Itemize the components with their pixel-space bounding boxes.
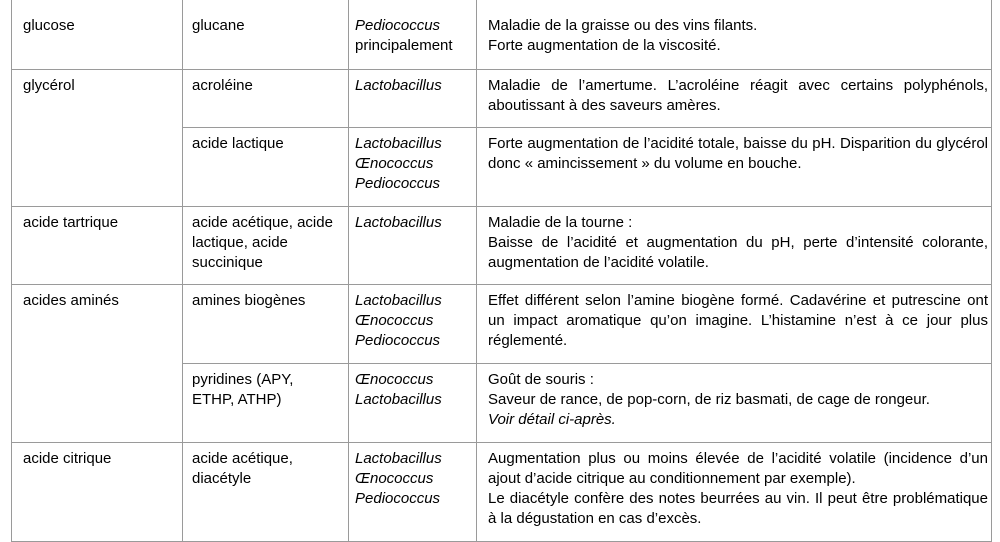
- effect-line: Le diacétyle confère des notes beurrées au vin. Il peut être problématique à la dégustation en cas d’excès.: [488, 490, 988, 527]
- bacteria-note: principalement: [355, 37, 453, 54]
- substrate-cell: glycérol: [12, 70, 183, 207]
- substrate-cell: acide citrique: [12, 443, 183, 542]
- bacteria-name: Pediococcus: [355, 17, 441, 34]
- bacteria-name: Œnococcus: [355, 371, 434, 388]
- bacteria-cell: [349, 0, 477, 70]
- bacteria-name: Œnococcus: [355, 470, 434, 487]
- effect-line: Maladie de la tourne :: [488, 214, 633, 231]
- substrate-cell: acides aminés: [12, 285, 183, 443]
- bacteria-name: Œnococcus: [355, 155, 434, 172]
- bacteria-name: Lactobacillus: [355, 135, 442, 152]
- effect-cell: [477, 0, 992, 70]
- effect-cell: [477, 364, 992, 443]
- bacteria-name: Lactobacillus: [355, 450, 442, 467]
- bacteria-cell: [349, 364, 477, 443]
- effect-cell: [477, 70, 992, 128]
- effect-cell: [477, 285, 992, 364]
- effect-cell: [477, 128, 992, 207]
- effect-line: Augmentation plus ou moins élevée de l’acidité volatile (incidence d’un ajout d’acide citrique au conditionnement par exemple).: [488, 450, 988, 487]
- bacteria-name: Lactobacillus: [355, 77, 442, 94]
- substrate-cell: acide tartrique: [12, 207, 183, 285]
- product-cell: pyridines (APY, ETHP, ATHP): [183, 364, 349, 443]
- bacteria-name: Lactobacillus: [355, 214, 442, 231]
- bacteria-cell: [349, 443, 477, 542]
- product-cell: acide acétique, diacétyle: [183, 443, 349, 542]
- bacteria-name: Œnococcus: [355, 312, 434, 329]
- effect-cell: [477, 207, 992, 285]
- wine-spoilage-table: [11, 0, 992, 542]
- bacteria-cell: [349, 207, 477, 285]
- effect-line: Forte augmentation de la viscosité.: [488, 37, 721, 54]
- product-cell: acide acétique, acide lactique, acide succinique: [183, 207, 349, 285]
- bacteria-cell: [349, 128, 477, 207]
- bacteria-name: Lactobacillus: [355, 391, 442, 408]
- product-cell: glucane: [183, 0, 349, 70]
- table-row: [12, 0, 992, 70]
- effect-line: Effet différent selon l’amine biogène formé. Cadavérine et putrescine ont un impact aromatique qu’on imagine. L’histamine n’est à ce jour plus réglementé.: [488, 292, 988, 349]
- bacteria-name: Pediococcus: [355, 490, 441, 507]
- effect-line: Maladie de l’amertume. L’acroléine réagit avec certains polyphénols, aboutissant à des saveurs amères.: [488, 77, 988, 114]
- table-row: [12, 285, 992, 364]
- product-cell: acide lactique: [183, 128, 349, 207]
- effect-line: Goût de souris :: [488, 371, 594, 388]
- bacteria-name: Pediococcus: [355, 332, 441, 349]
- table-row: [12, 70, 992, 128]
- effect-line: Baisse de l’acidité et augmentation du pH, perte d’intensité colorante, augmentation de l’acidité volatile.: [488, 234, 988, 271]
- table-row: [12, 443, 992, 542]
- bacteria-name: Pediococcus: [355, 175, 441, 192]
- effect-line-italic: Voir détail ci-après.: [488, 411, 616, 428]
- effect-cell: [477, 443, 992, 542]
- bacteria-name: Lactobacillus: [355, 292, 442, 309]
- bacteria-cell: [349, 285, 477, 364]
- effect-line: Saveur de rance, de pop-corn, de riz basmati, de cage de rongeur.: [488, 391, 930, 408]
- substrate-cell: glucose: [12, 0, 183, 70]
- product-cell: amines biogènes: [183, 285, 349, 364]
- bacteria-cell: [349, 70, 477, 128]
- table-row: [12, 207, 992, 285]
- product-cell: acroléine: [183, 70, 349, 128]
- effect-line: Maladie de la graisse ou des vins filants.: [488, 17, 758, 34]
- effect-line: Forte augmentation de l’acidité totale, baisse du pH. Disparition du glycérol donc « amincissement » du volume en bouche.: [488, 135, 988, 172]
